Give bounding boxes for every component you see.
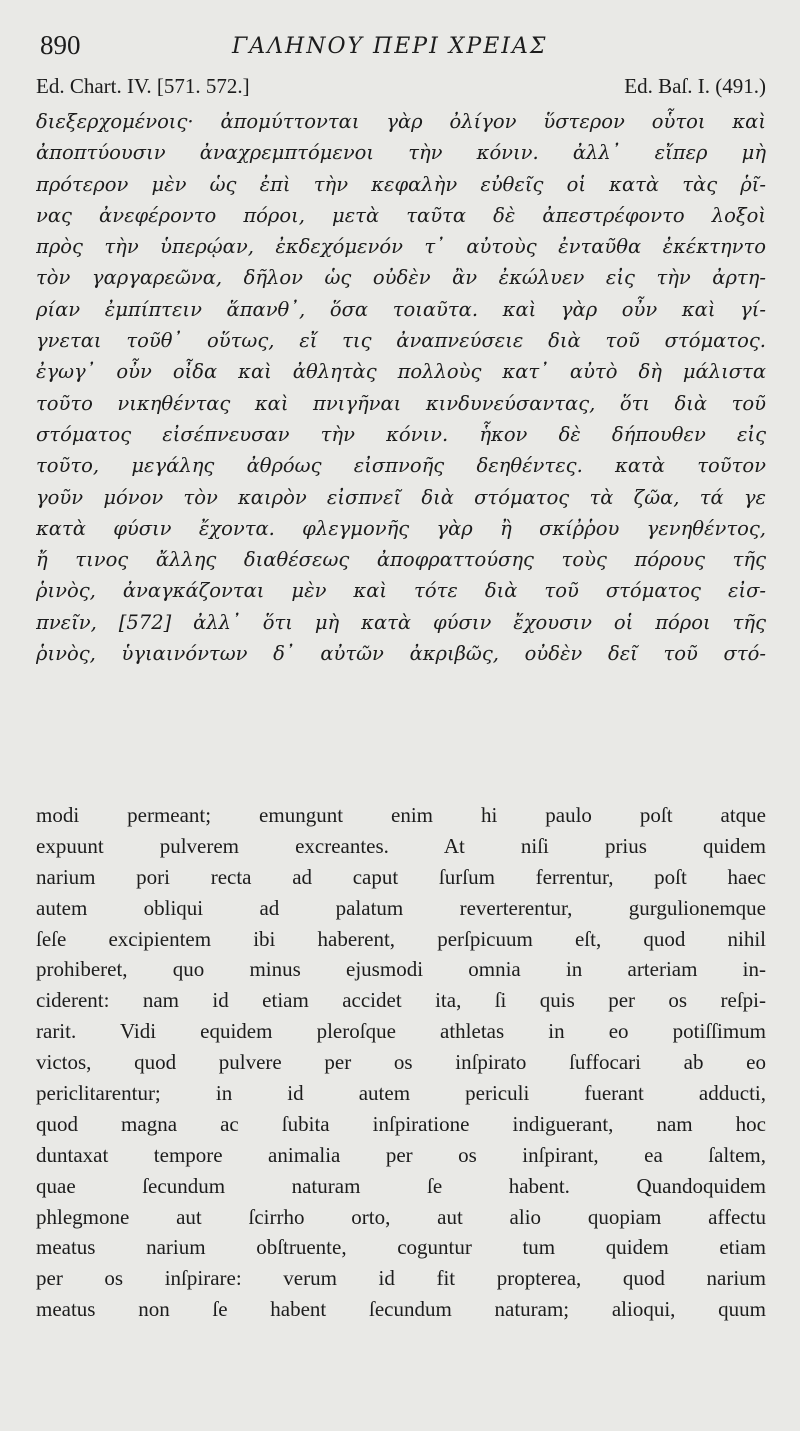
latin-line: periclitarentur; in id autem periculi fuerant adducti, (36, 1081, 766, 1106)
greek-line: πρὸς τὴν ὑπερῴαν, ἐκδεχόμενόν τ᾽ αὐτοὺς ἐνταῦθα ἐκέκτηντο (36, 235, 766, 259)
page-number: 890 (40, 30, 81, 60)
latin-line: rarit. Vidi equidem pleroſque athletas in eo potiſſimum (36, 1019, 766, 1044)
greek-line: πρότερον μὲν ὡς ἐπὶ τὴν κεφαλὴν εὐθεῖς οἱ κατὰ τὰς ῥῖ- (36, 172, 766, 196)
greek-line: ῥινὸς, ἀναγκάζονται μὲν καὶ τότε διὰ τοῦ στόματος εἰσ- (36, 579, 766, 603)
edition-ref-basel: Ed. Baſ. I. (491.) (624, 74, 766, 98)
edition-ref-chart: Ed. Chart. IV. [571. 572.] (36, 74, 250, 98)
greek-line: στόματος εἰσέπνευσαν τὴν κόνιν. ἧκον δὲ δήπουθεν εἰς (36, 422, 766, 446)
latin-line: autem obliqui ad palatum reverterentur, gurgulionemque (36, 895, 766, 920)
greek-line: ρίαν ἐμπίπτειν ἅπανθ᾽, ὅσα τοιαῦτα. καὶ γὰρ οὖν καὶ γί- (36, 297, 766, 321)
latin-line: per os inſpirare: verum id fit propterea, quod narium (36, 1266, 766, 1291)
latin-line: prohiberet, quo minus ejusmodi omnia in arteriam in- (36, 957, 766, 982)
greek-line: ῥινὸς, ὑγιαινόντων δ᾽ αὐτῶν ἀκριβῶς, οὐδὲν δεῖ τοῦ στό- (36, 642, 766, 666)
greek-line: ἀποπτύουσιν ἀναχρεμπτόμενοι τὴν κόνιν. ἀλλ᾽ εἴπερ μὴ (36, 141, 766, 165)
greek-line: τοῦτο νικηθέντας καὶ πνιγῆναι κινδυνεύσαντας, ὅτι διὰ τοῦ (36, 391, 766, 415)
latin-line: expuunt pulverem excreantes. At niſi prius quidem (36, 833, 766, 858)
greek-line: τοῦτο, μεγάλης ἀθρόως εἰσπνοῆς δεηθέντες. κατὰ τοῦτον (36, 454, 766, 478)
running-title: ΓΑΛΗΝΟΥ ΠΕΡΙ ΧΡΕΙΑΣ (232, 34, 548, 59)
latin-line: meatus narium obſtruente, coguntur tum quidem etiam (36, 1235, 766, 1260)
greek-line: διεξερχομένοις· ἀπομύττονται γὰρ ὀλίγον ὕστερον οὗτοι καὶ (36, 110, 766, 133)
greek-line: γοῦν μόνον τὸν καιρὸν εἰσπνεῖ διὰ στόματος τὰ ζῶα, τά γε (36, 485, 766, 509)
latin-line: victos, quod pulvere per os inſpirato ſuffocari ab eo (36, 1050, 766, 1075)
latin-line: modi permeant; emungunt enim hi paulo poſt atque (36, 803, 766, 827)
greek-line: τὸν γαργαρεῶνα, δῆλον ὡς οὐδὲν ἂν ἐκώλυεν εἰς τὴν ἀρτη- (36, 266, 766, 290)
latin-text-block (36, 800, 766, 1325)
greek-line: πνεῖν, [572] ἀλλ᾽ ὅτι μὴ κατὰ φύσιν ἔχουσιν οἱ πόροι τῆς (36, 610, 766, 634)
greek-line: ἐγωγ᾽ οὖν οἶδα καὶ ἀθλητὰς πολλοὺς κατ᾽ αὐτὸ δὴ μάλιστα (36, 360, 766, 384)
greek-line: νας ἀνεφέροντο πόροι, μετὰ ταῦτα δὲ ἀπεστρέφοντο λοξοὶ (36, 203, 766, 227)
page-header (32, 30, 772, 70)
latin-line: ciderent: nam id etiam accidet ita, ſi quis per os reſpi- (36, 988, 766, 1013)
edition-references (36, 74, 766, 104)
latin-line: quae ſecundum naturam ſe habent. Quandoquidem (36, 1173, 766, 1198)
latin-line: narium pori recta ad caput ſurſum ferrentur, poſt haec (36, 864, 766, 889)
greek-text-block (36, 106, 766, 669)
latin-line: ſeſe excipientem ibi haberent, perſpicuum eſt, quod nihil (36, 926, 766, 951)
greek-line: κατὰ φύσιν ἔχοντα. φλεγμονῆς γὰρ ἢ σκίῤῥου γενηθέντος, (36, 516, 766, 540)
latin-line: phlegmone aut ſcirrho orto, aut alio quopiam affectu (36, 1204, 766, 1229)
latin-line: duntaxat tempore animalia per os inſpirant, ea ſaltem, (36, 1142, 766, 1167)
greek-line: ἤ τινος ἄλλης διαθέσεως ἀποφραττούσης τοὺς πόρους τῆς (36, 548, 766, 572)
latin-line: meatus non ſe habent ſecundum naturam; alioqui, quum (36, 1297, 766, 1322)
latin-line: quod magna ac ſubita inſpiratione indiguerant, nam hoc (36, 1111, 766, 1136)
greek-line: γνεται τοῦθ᾽ οὕτως, εἴ τις ἀναπνεύσειε διὰ τοῦ στόματος. (36, 329, 766, 353)
